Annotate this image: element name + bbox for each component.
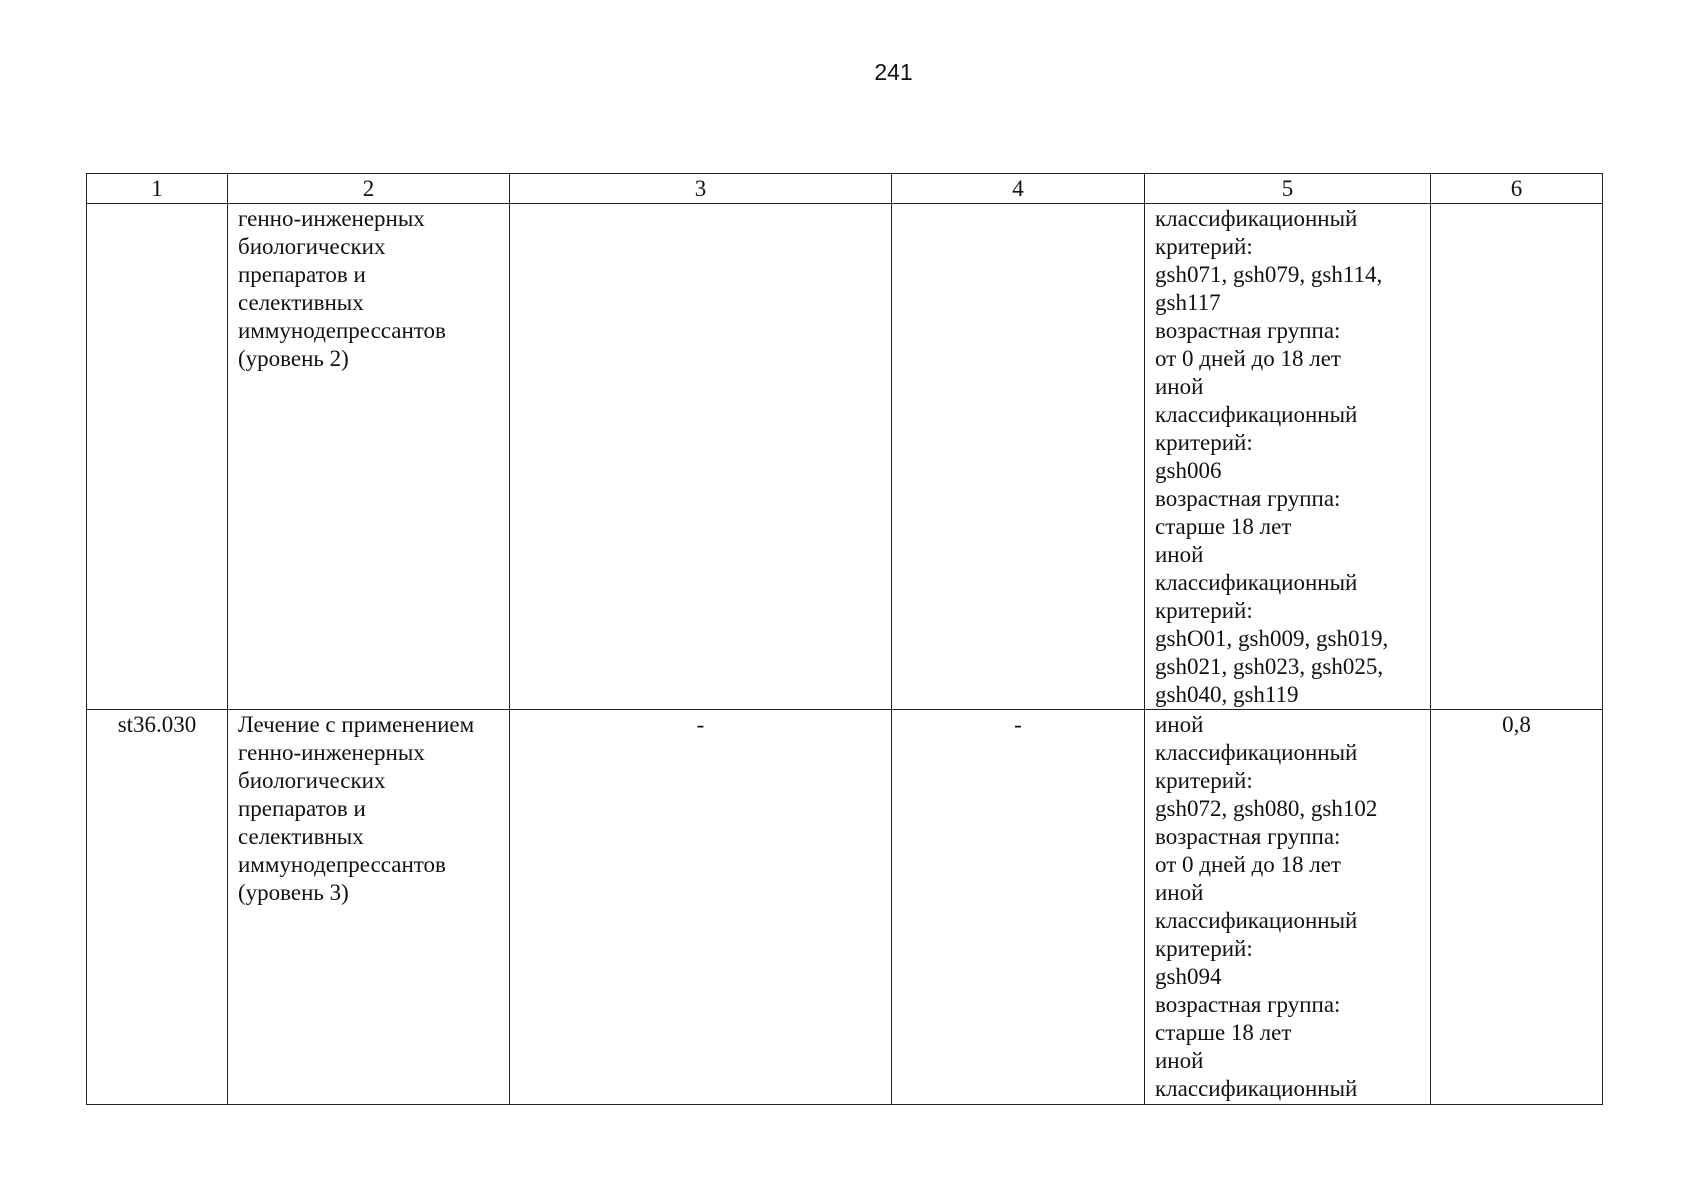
row-code <box>87 204 227 205</box>
row-criteria: иной классификационный критерий: gsh072, gsh080, gsh102 возрастная группа: от 0 дней до 18 лет иной классификационный критерий: gsh094 возрастная группа: старше 18 лет иной классификационный <box>1155 712 1378 1101</box>
header-cell-6: 6 <box>1431 174 1603 204</box>
header-cell-1: 1 <box>87 174 228 204</box>
row-coefficient <box>1431 204 1602 205</box>
row-coefficient: 0,8 <box>1502 712 1531 737</box>
row-criteria: классификационный критерий: gsh071, gsh079, gsh114, gsh117 возрастная группа: от 0 дней до 18 лет иной классификационный критерий: gsh006 возрастная группа: старше 18 лет иной классификационный критерий: gshO01, gsh009, gsh019, gsh021, gsh023, gsh025, gsh040, gsh119 <box>1155 206 1389 707</box>
row-col3 <box>510 204 891 205</box>
header-cell-2: 2 <box>228 174 510 204</box>
row-col4 <box>892 204 1144 205</box>
table-header-row <box>87 174 1603 204</box>
row-name: Лечение с применением генно-инженерных биологических препаратов и селективных иммунодепрессантов (уровень 3) <box>238 712 475 905</box>
header-cell-4: 4 <box>892 174 1145 204</box>
row-col4: - <box>1014 712 1022 737</box>
row-col3: - <box>696 712 705 737</box>
table-row <box>87 204 1603 710</box>
table-row <box>87 710 1603 1105</box>
row-name: генно-инженерных биологических препаратов и селективных иммунодепрессантов (уровень 2) <box>238 206 446 371</box>
header-cell-5: 5 <box>1145 174 1431 204</box>
tariff-table <box>86 173 1603 1105</box>
header-cell-3: 3 <box>510 174 892 204</box>
page-number: 241 <box>874 59 913 85</box>
row-code: st36.030 <box>117 712 197 737</box>
